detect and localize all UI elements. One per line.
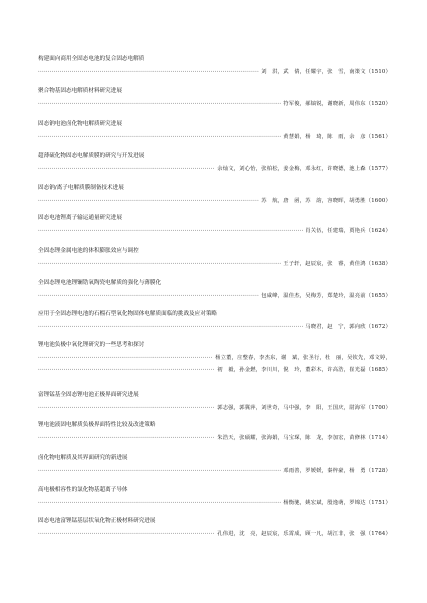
author-line <box>38 367 391 374</box>
leader-dots <box>38 435 215 442</box>
entry-authors: 符军俊，郝镐锐，谢晓新，周伟东（1520） <box>283 101 391 107</box>
author-line <box>38 134 391 141</box>
author-line <box>38 293 391 300</box>
entry-authors: 郭志强，郭冀萍，刘世奇，马中强，李 阳，王国庆，尉海军（1700） <box>217 405 391 411</box>
toc-entry[interactable] <box>38 56 391 76</box>
entry-authors: 朱浩天，张硕耀，张海娟，马宝琛，陈 龙，李加宏，苗修林（1714） <box>217 435 391 441</box>
toc-entry[interactable] <box>38 215 391 235</box>
entry-authors: 苏 航，唐 函，苏 韵，容晓晖，胡勇胜（1600） <box>261 198 391 204</box>
entry-title[interactable]: 高电极相容性的氯化物基超离子导体 <box>38 487 128 493</box>
entry-authors: 肖关伍，任建瑞，贾艳兵（1624） <box>305 228 391 234</box>
entry-authors: 包咸峰，温佳杰，吴梅芳，郑楚玲，温亮前（1655） <box>261 293 391 299</box>
entry-authors: 孔伟进，沈 亮，赵辰宸，乐霄成，顾一凡，胡江非，张 强（1764） <box>217 531 391 537</box>
toc-entry[interactable] <box>38 185 391 205</box>
leader-dots <box>38 367 215 374</box>
toc-entry[interactable] <box>38 121 391 141</box>
leader-dots <box>38 101 281 108</box>
entry-title[interactable]: 固态电池富锂锰基层状氧化物正极材料研究进展 <box>38 518 156 524</box>
toc-entry[interactable] <box>38 392 391 412</box>
leader-dots <box>38 531 215 538</box>
toc-entry[interactable] <box>38 311 391 331</box>
entry-title[interactable]: 固态钠/离子电解质膜制备技术进展 <box>38 185 124 191</box>
entry-authors: 杨衡驰，姚宏斌，殷逸萌，罗锦达（1751） <box>283 500 391 506</box>
toc-entry[interactable] <box>38 518 391 538</box>
toc-entry[interactable] <box>38 248 391 268</box>
toc-entry[interactable] <box>38 342 391 374</box>
author-line <box>38 166 391 173</box>
leader-dots <box>38 69 259 76</box>
toc-entry[interactable] <box>38 422 391 442</box>
author-line <box>38 198 391 205</box>
entry-authors: 余灿文，刘心怡，张柏松，姜金梅，邓永红，许晓德，池上森（1577） <box>217 166 391 172</box>
leader-dots <box>38 500 281 507</box>
entry-authors: 杨立董，庄整春，李杰东，谢 斌，张圣行，杜 丽，吴钦先，邓文婷， <box>215 355 391 361</box>
entry-authors: 黄慧娟，杨 琦，陈 雨，余 彦（1561） <box>283 134 391 140</box>
entry-title[interactable]: 固态钠电池卤化物电解质研究进展 <box>38 121 122 127</box>
entry-authors: 初 毅，孙金燃，李川川，倪 玲，董彩木，许高浩，崔光磊（1685） <box>217 367 391 373</box>
leader-dots <box>38 355 213 362</box>
leader-dots <box>38 405 215 412</box>
author-line <box>38 468 391 475</box>
entry-title[interactable]: 锂电池负极中氧化锂研究的一些思考和探讨 <box>38 342 145 348</box>
author-line <box>38 435 391 442</box>
leader-dots <box>38 134 281 141</box>
author-line <box>38 324 391 331</box>
author-line <box>38 500 391 507</box>
author-line <box>38 228 391 235</box>
author-line <box>38 405 391 412</box>
leader-dots <box>38 228 303 235</box>
toc-entry[interactable] <box>38 153 391 173</box>
entry-authors: 刘 洪，武 倩，任耀宇，张 雪，南策文（1510） <box>261 69 391 75</box>
toc-entry[interactable] <box>38 487 391 507</box>
author-line <box>38 101 391 108</box>
entry-title[interactable]: 锂电池液固电解质负极界面特性比较及改进策略 <box>38 422 156 428</box>
leader-dots <box>38 198 259 205</box>
leader-dots <box>38 324 303 331</box>
entry-title[interactable]: 全固态锂电池锂镧锆氧陶瓷电解质的强化与薄膜化 <box>38 280 162 286</box>
author-line <box>38 531 391 538</box>
entry-title[interactable]: 构建面向商用全固态电池的复合固态电解质 <box>38 56 145 62</box>
entry-title[interactable]: 富锂锰基全固态锂电池正极界面研究进展 <box>38 392 139 398</box>
entry-title[interactable]: 卤化物电解质及其界面研究的新进展 <box>38 455 128 461</box>
entry-title[interactable]: 全固态锂金属电池的体积膨胀效应与调控 <box>38 248 139 254</box>
entry-title[interactable]: 聚合物基固态电解质材料研究进展 <box>38 88 122 94</box>
toc-entry[interactable] <box>38 88 391 108</box>
entry-title[interactable]: 固态电池锂离子输运通量研究进展 <box>38 215 122 221</box>
entry-title[interactable]: 超薄硫化物固态电解质膜的研究与开发进展 <box>38 153 145 159</box>
author-line <box>38 355 391 362</box>
leader-dots <box>38 261 281 268</box>
author-line <box>38 261 391 268</box>
leader-dots <box>38 293 259 300</box>
entry-authors: 邓雨善，罗媛媛，秦梓豪，杨 勇（1728） <box>283 468 391 474</box>
entry-title[interactable]: 应用于全固态锂电池的石榴石型氧化物固体电解质面临的挑战及应对策略 <box>38 311 218 317</box>
entry-authors: 马晓君，赵 宁，郭向欣（1672） <box>305 324 391 330</box>
entry-authors: 王子轩，赵辰宸，张 睿，黄佳鸿（1638） <box>283 261 391 267</box>
toc-entry[interactable] <box>38 455 391 475</box>
toc-entry[interactable] <box>38 280 391 300</box>
leader-dots <box>38 166 215 173</box>
leader-dots <box>38 468 281 475</box>
author-line <box>38 69 391 76</box>
